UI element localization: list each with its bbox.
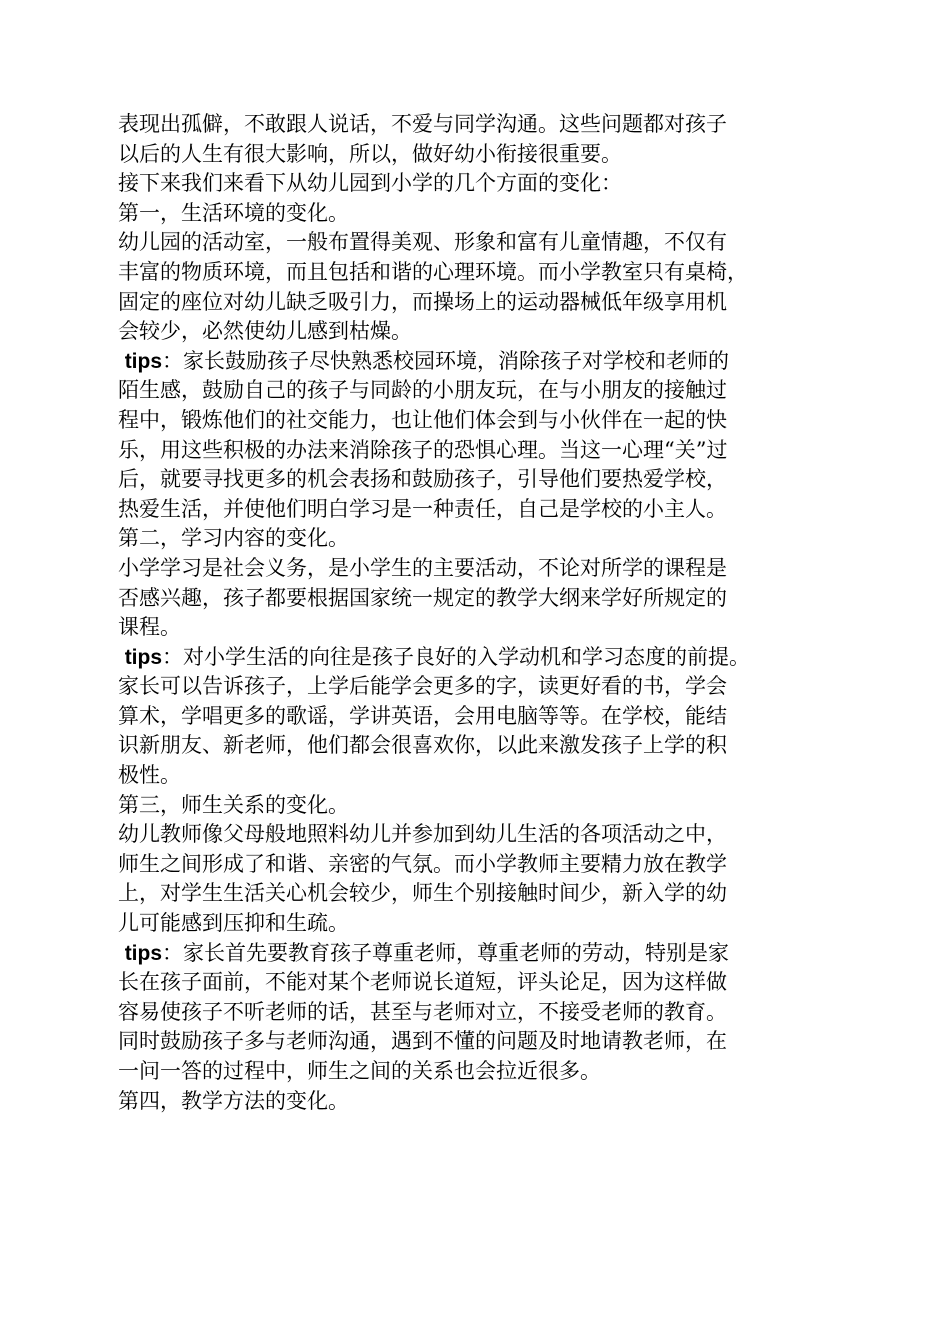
text-line: 一问一答的过程中，师生之间的关系也会拉近很多。 [118,1059,601,1083]
text-line: 幼儿教师像父母般地照料幼儿并参加到幼儿生活的各项活动之中， [118,822,727,847]
text-line: 上，对学生生活关心机会较少，师生个别接触时间少，新入学的幼 [118,881,727,906]
text-line: 幼儿园的活动室，一般布置得美观、形象和富有儿童情趣，不仅有 [118,230,727,255]
text-line: 师生之间形成了和谐、亲密的气氛。而小学教师主要精力放在教学 [118,851,727,876]
text-line: 小学学习是社会义务，是小学生的主要活动，不论对所学的课程是 [118,555,727,580]
tips-line-2 [118,643,878,673]
text-line: 课程。 [118,615,181,640]
text-line: 乐，用这些积极的办法来消除孩子的恐惧心理。当这一心理“关”过 [118,437,728,462]
text-line: 固定的座位对幼儿缺乏吸引力，而操场上的运动器械低年级享用机 [118,289,727,314]
tips-text: ：对小学生活的向往是孩子良好的入学动机和学习态度的前提。 [162,644,751,669]
text-line: 识新朋友、新老师，他们都会很喜欢你，以此来激发孩子上学的积 [118,733,727,758]
tips-line-3 [118,939,878,969]
text-line: 容易使孩子不听老师的话，甚至与老师对立，不接受老师的教育。 [118,999,727,1024]
text-line: 算术，学唱更多的歌谣，学讲英语，会用电脑等等。在学校，能结 [118,703,727,728]
tips-label: tips [124,941,163,965]
tips-label: tips [124,349,163,373]
document-body [118,110,878,1116]
text-line: 陌生感，鼓励自己的孩子与同龄的小朋友玩，在与小朋友的接触过 [118,378,727,403]
tips-label: tips [124,645,163,669]
section-heading-3: 第三，师生关系的变化。 [118,792,349,817]
text-line: 同时鼓励孩子多与老师沟通，遇到不懂的问题及时地请教老师，在 [118,1029,727,1054]
text-line: 会较少，必然使幼儿感到枯燥。 [118,319,412,344]
text-line: 否感兴趣，孩子都要根据国家统一规定的教学大纲来学好所规定的 [118,585,727,610]
tips-line-1 [118,347,878,377]
text-line: 后，就要寻找更多的机会表扬和鼓励孩子，引导他们要热爱学校， [118,467,727,492]
section-heading-2: 第二，学习内容的变化。 [118,526,349,551]
tips-text: ：家长首先要教育孩子尊重老师，尊重老师的劳动，特别是家 [162,940,730,965]
text-line: 以后的人生有很大影响，所以，做好幼小衔接很重要。 [118,141,622,166]
text-line: 丰富的物质环境，而且包括和谐的心理环境。而小学教室只有桌椅， [118,259,748,284]
text-line: 接下来我们来看下从幼儿园到小学的几个方面的变化： [118,171,622,196]
text-line: 表现出孤僻，不敢跟人说话，不爱与同学沟通。这些问题都对孩子 [118,112,727,136]
text-line: 长在孩子面前，不能对某个老师说长道短，评头论足，因为这样做 [118,970,727,995]
text-line: 儿可能感到压抑和生疏。 [118,911,349,936]
text-line: 热爱生活，并使他们明白学习是一种责任，自己是学校的小主人。 [118,496,727,521]
section-heading-1: 第一，生活环境的变化。 [118,200,349,225]
text-line: 家长可以告诉孩子，上学后能学会更多的字，读更好看的书，学会 [118,674,727,699]
text-line: 程中，锻炼他们的社交能力，也让他们体会到与小伙伴在一起的快 [118,407,727,432]
text-line: 极性。 [118,763,181,788]
tips-text: ：家长鼓励孩子尽快熟悉校园环境，消除孩子对学校和老师的 [162,348,730,373]
section-heading-4: 第四，教学方法的变化。 [118,1088,349,1113]
